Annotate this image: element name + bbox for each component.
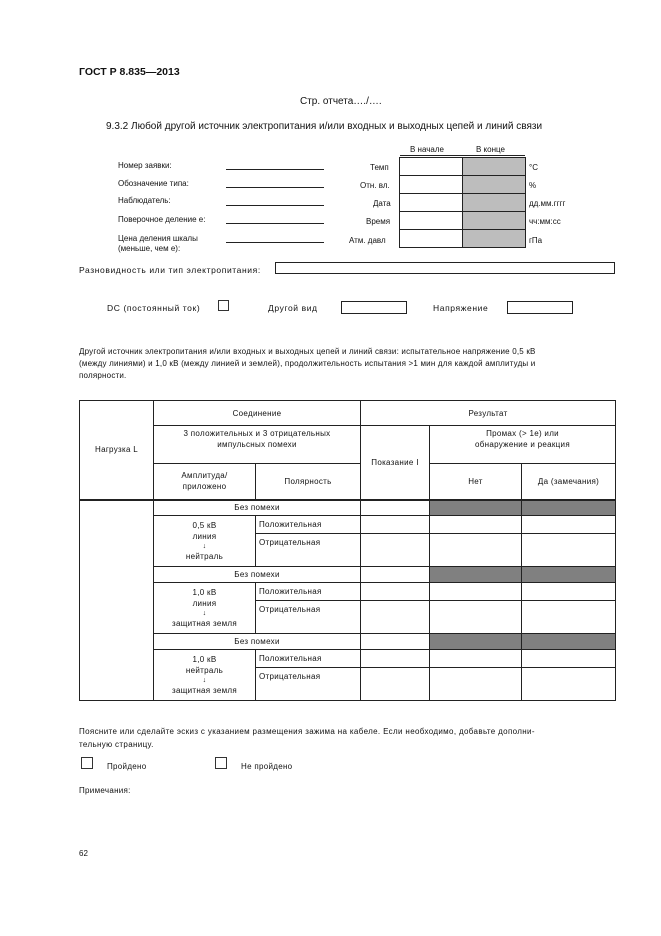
type-designation-label: Обозначение типа:	[118, 179, 189, 188]
amplitude-to: защитная земля	[172, 619, 237, 628]
scale-division-label: Цена деления шкалы	[118, 234, 198, 243]
polarity-negative: Отрицательная	[256, 668, 361, 701]
amplitude-group	[154, 650, 256, 701]
amplitude-header-line-1: Амплитуда/	[181, 471, 228, 481]
yes-cell[interactable]	[522, 534, 616, 567]
pulses-header	[154, 426, 361, 464]
cond-label-time: Время	[366, 217, 391, 226]
time-end-field[interactable]	[462, 211, 526, 230]
unit-pressure: гПа	[529, 236, 543, 245]
miss-header-line-2: обнаружение и реакция	[475, 440, 570, 449]
amplitude-value: 1,0 кВ	[192, 588, 217, 597]
failed-label: Не пройдено	[241, 762, 293, 771]
yes-cell[interactable]	[522, 583, 616, 601]
no-cell[interactable]	[430, 601, 522, 634]
no-noise-label: Без помехи	[154, 500, 361, 516]
amplitude-value: 0,5 кВ	[192, 521, 217, 530]
no-cell[interactable]	[430, 583, 522, 601]
yes-cell-disabled	[522, 567, 616, 583]
polarity-positive: Положительная	[256, 650, 361, 668]
polarity-negative: Отрицательная	[256, 601, 361, 634]
temp-start-field[interactable]	[399, 157, 463, 176]
no-cell-disabled	[430, 500, 522, 516]
reading-cell[interactable]	[361, 668, 430, 701]
cond-label-humidity: Отн. вл.	[360, 181, 390, 190]
unit-temp: °С	[529, 163, 538, 172]
amplitude-header-line-2: приложено	[182, 482, 227, 492]
explain-line-2: тельную страницу.	[79, 740, 154, 749]
no-cell[interactable]	[430, 534, 522, 567]
explain-line-1: Поясните или сделайте эскиз с указанием размещения зажима на кабеле. Если необходимо, добавьте дополни-	[79, 727, 535, 736]
verification-division-label: Поверочное деление е:	[118, 215, 206, 224]
no-cell[interactable]	[430, 668, 522, 701]
polarity-negative: Отрицательная	[256, 534, 361, 567]
reading-cell[interactable]	[361, 567, 430, 583]
yes-header: Да (замечания)	[522, 464, 616, 500]
passed-checkbox[interactable]	[81, 757, 93, 769]
yes-cell[interactable]	[522, 650, 616, 668]
amplitude-from: линия	[192, 599, 217, 608]
miss-header-line-1: Промах (> 1е) или	[486, 429, 559, 438]
arrow-down-icon: ↓	[202, 543, 207, 550]
passed-label: Пройдено	[107, 762, 147, 771]
no-cell[interactable]	[430, 650, 522, 668]
amplitude-value: 1,0 кВ	[192, 655, 217, 664]
no-cell-disabled	[430, 634, 522, 650]
no-noise-label: Без помехи	[154, 567, 361, 583]
amplitude-group	[154, 583, 256, 634]
voltage-label: Напряжение	[433, 303, 489, 313]
conditions-top-line	[400, 155, 525, 156]
result-header: Результат	[361, 401, 616, 426]
polarity-positive: Положительная	[256, 516, 361, 534]
yes-cell-disabled	[522, 500, 616, 516]
standard-header: ГОСТ Р 8.835—2013	[79, 66, 180, 78]
yes-cell[interactable]	[522, 516, 616, 534]
reading-cell[interactable]	[361, 516, 430, 534]
unit-date: дд.мм.гггг	[529, 199, 566, 208]
unit-time: чч:мм:сс	[529, 217, 561, 226]
reading-cell[interactable]	[361, 500, 430, 516]
humidity-start-field[interactable]	[399, 175, 463, 194]
power-type-label: Разновидность или тип электропитания:	[79, 265, 261, 275]
pressure-start-field[interactable]	[399, 229, 463, 248]
amplitude-header	[154, 464, 256, 500]
request-number-line[interactable]	[226, 169, 324, 170]
page-number: 62	[79, 849, 88, 858]
report-page-counter: Стр. отчета…./….	[300, 96, 382, 107]
dc-checkbox[interactable]	[218, 300, 229, 311]
verification-division-line[interactable]	[226, 223, 324, 224]
request-number-label: Номер заявки:	[118, 161, 172, 170]
load-cell[interactable]	[80, 500, 154, 701]
yes-cell-disabled	[522, 634, 616, 650]
scale-division-line[interactable]	[226, 242, 324, 243]
no-noise-label: Без помехи	[154, 634, 361, 650]
col-start-header: В начале	[410, 145, 444, 154]
amplitude-to: защитная земля	[172, 686, 237, 695]
no-cell-disabled	[430, 567, 522, 583]
amplitude-group	[154, 516, 256, 567]
reading-cell[interactable]	[361, 534, 430, 567]
notes-label: Примечания:	[79, 786, 131, 795]
pulses-header-line-2: импульсных помехи	[217, 440, 297, 449]
type-designation-line[interactable]	[226, 187, 324, 188]
date-start-field[interactable]	[399, 193, 463, 212]
yes-cell[interactable]	[522, 601, 616, 634]
description-line-1: Другой источник электропитания и/или входных и выходных цепей и линий связи: испытательное напряжение 0,5 кВ	[79, 347, 536, 356]
amplitude-to: нейтраль	[185, 552, 224, 561]
reading-header: Показание I	[361, 426, 430, 500]
other-type-label: Другой вид	[268, 303, 318, 313]
other-type-field[interactable]	[341, 301, 407, 314]
power-type-field[interactable]	[275, 262, 615, 274]
unit-humidity: %	[529, 181, 537, 190]
voltage-field[interactable]	[507, 301, 573, 314]
observer-label: Наблюдатель:	[118, 196, 171, 205]
polarity-positive: Положительная	[256, 583, 361, 601]
test-results-table	[79, 400, 616, 701]
date-end-field[interactable]	[462, 193, 526, 212]
arrow-down-icon: ↓	[202, 610, 207, 617]
cond-label-date: Дата	[373, 199, 391, 208]
humidity-end-field[interactable]	[462, 175, 526, 194]
time-start-field[interactable]	[399, 211, 463, 230]
description-line-2: (между линиями) и 1,0 кВ (между линией и землей), продолжительность испытания >1 мин для каждой амплитуды и	[79, 359, 536, 368]
scale-division-label-2: (меньше, чем е):	[118, 244, 181, 253]
description-line-3: полярности.	[79, 371, 127, 380]
amplitude-from: нейтраль	[185, 666, 224, 675]
amplitude-from: линия	[192, 532, 217, 541]
yes-cell[interactable]	[522, 668, 616, 701]
load-header: Нагрузка L	[80, 401, 154, 500]
cond-label-temp: Темп	[370, 163, 389, 172]
col-end-header: В конце	[476, 145, 505, 154]
pulses-header-line-1: 3 положительных и 3 отрицательных	[183, 429, 331, 438]
arrow-down-icon: ↓	[202, 677, 207, 684]
cond-label-pressure: Атм. давл	[349, 236, 386, 245]
reading-cell[interactable]	[361, 583, 430, 601]
no-cell[interactable]	[430, 516, 522, 534]
section-title: 9.3.2 Любой другой источник электропитания и/или входных и выходных цепей и линий связи	[106, 121, 543, 132]
pressure-end-field[interactable]	[462, 229, 526, 248]
temp-end-field[interactable]	[462, 157, 526, 176]
reading-cell[interactable]	[361, 601, 430, 634]
connection-header: Соединение	[154, 401, 361, 426]
polarity-header: Полярность	[256, 464, 361, 500]
no-header: Нет	[430, 464, 522, 500]
failed-checkbox[interactable]	[215, 757, 227, 769]
observer-line[interactable]	[226, 205, 324, 206]
reading-cell[interactable]	[361, 634, 430, 650]
dc-label: DC (постоянный ток)	[107, 303, 201, 313]
miss-header	[430, 426, 616, 464]
reading-cell[interactable]	[361, 650, 430, 668]
